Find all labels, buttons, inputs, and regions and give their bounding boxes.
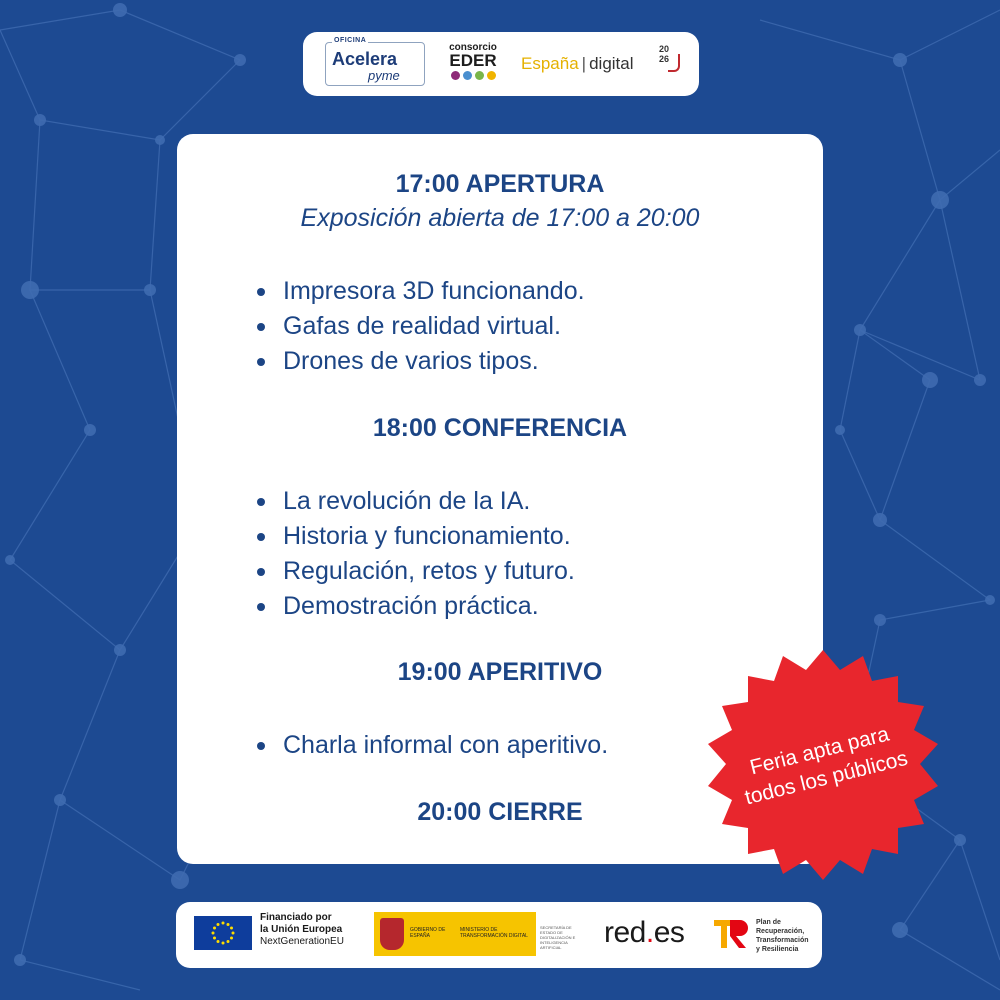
list-item: Regulación, retos y futuro. — [257, 554, 575, 589]
badge-text: Feria apta para todos los públicos — [742, 722, 911, 810]
redes-logo — [604, 916, 684, 950]
section-heading-conferencia: 18:00 CONFERENCIA — [372, 414, 628, 442]
section-heading-apertura: 17:00 APERTURA — [395, 170, 605, 198]
list-item: Charla informal con aperitivo. — [257, 728, 608, 763]
espana-label: España — [521, 54, 579, 73]
acelera-main-label: Acelera — [332, 49, 398, 69]
list-item: Impresora 3D funcionando. — [257, 274, 585, 309]
digital-label: digital — [589, 54, 634, 73]
consorcio-eder-logo — [443, 42, 503, 88]
list-item: Gafas de realidad virtual. — [257, 309, 585, 344]
redes-dot: . — [645, 916, 654, 949]
prtr-text — [756, 918, 809, 954]
eu-flag-icon — [194, 916, 252, 950]
acelera-small-label: OFICINA — [334, 37, 367, 44]
year-top: 20 — [659, 44, 670, 54]
list-item: Demostración práctica. — [257, 589, 575, 624]
eu-line3: NextGenerationEU — [260, 936, 344, 947]
return-arrow-icon — [668, 54, 680, 72]
aperitivo-list — [257, 728, 608, 763]
prtr-line2: Recuperación, — [756, 928, 805, 935]
eder-small-label: consorcio — [449, 42, 497, 53]
list-item: Drones de varios tipos. — [257, 344, 585, 379]
espana-digital-logo: España | digital — [521, 54, 634, 73]
ministerio-label: MINISTERIO DE TRANSFORMACIÓN DIGITAL — [460, 927, 528, 939]
conferencia-list — [257, 484, 575, 624]
prtr-line4: y Resiliencia — [756, 946, 799, 953]
list-item: La revolución de la IA. — [257, 484, 575, 519]
section-heading-aperitivo: 19:00 APERITIVO — [397, 658, 603, 686]
list-item: Historia y funcionamiento. — [257, 519, 575, 554]
eu-funding-text — [260, 912, 344, 948]
prtr-logo-icon — [712, 916, 750, 952]
year-bottom: 26 — [659, 54, 670, 64]
redes-red: red — [604, 916, 646, 949]
gobierno-label: GOBIERNO DE ESPAÑA — [410, 927, 446, 939]
prtr-line1: Plan de — [756, 919, 781, 926]
section-subtitle-apertura: Exposición abierta de 17:00 a 20:00 — [300, 204, 700, 232]
eu-line2: la Unión Europea — [260, 924, 343, 935]
top-logo-bar — [303, 32, 699, 96]
acelera-pyme-logo — [325, 37, 425, 86]
prtr-line3: Transformación — [756, 937, 809, 944]
redes-es: es — [653, 916, 685, 949]
eu-line1: Financiado por — [260, 912, 332, 923]
section-heading-cierre: 20:00 CIERRE — [417, 798, 583, 826]
acelera-sub-label: pyme — [368, 68, 400, 83]
bottom-logo-bar — [176, 902, 822, 968]
eder-dots-icon — [443, 71, 503, 80]
secretaria-label: SECRETARÍA DE ESTADO DE DIGITALIZACIÓN E INTELIGENCIA ARTIFICIAL — [540, 925, 576, 950]
coat-of-arms-icon — [380, 918, 404, 950]
eder-main-label: EDER — [449, 51, 497, 70]
apertura-list — [257, 274, 585, 379]
gobierno-espana-logo — [374, 912, 588, 956]
